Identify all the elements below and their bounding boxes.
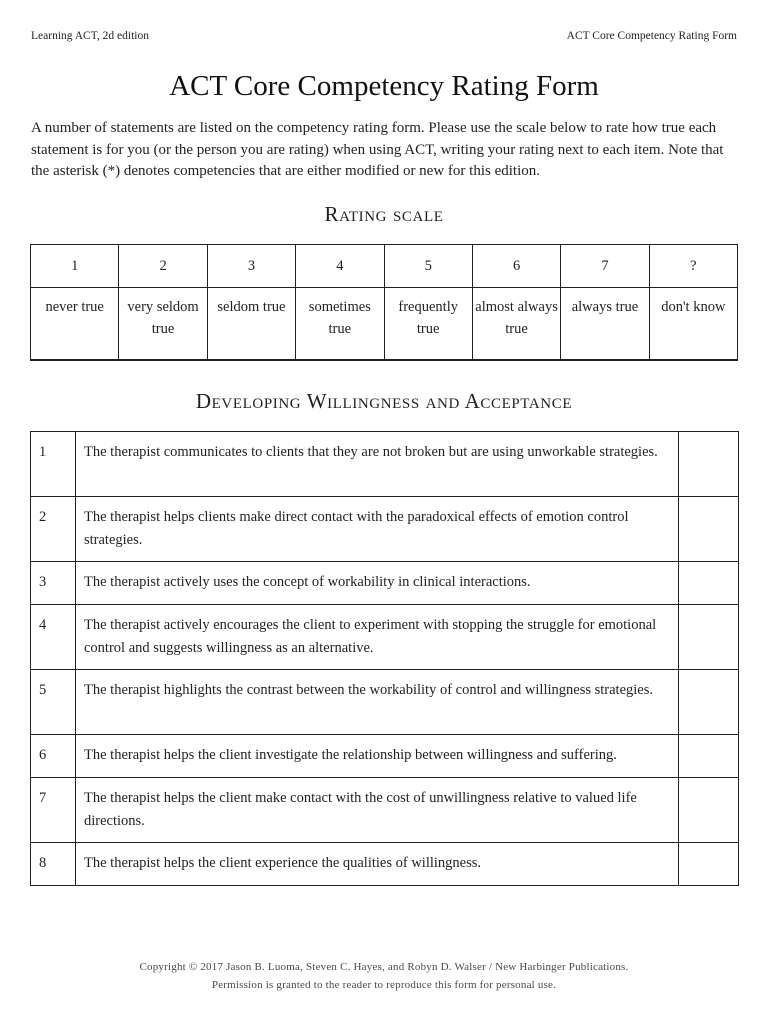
competency-row: [31, 735, 739, 778]
item-number: 7: [31, 778, 76, 843]
scale-value-5: 5: [384, 245, 472, 288]
rating-scale-heading: Rating scale: [324, 202, 444, 226]
item-statement: The therapist highlights the contrast between the workability of control and willingness strategies.: [76, 670, 679, 735]
item-statement: The therapist helps the client experience the qualities of willingness.: [76, 843, 679, 886]
scale-value-2: 2: [119, 245, 207, 288]
copyright-line: Copyright © 2017 Jason B. Luoma, Steven C. Hayes, and Robyn D. Walser / New Harbinger Publications.: [139, 961, 629, 973]
competency-row: [31, 562, 739, 605]
page-title: ACT Core Competency Rating Form: [169, 70, 599, 102]
competency-items-table: [30, 431, 739, 886]
scale-values-row: [31, 245, 738, 288]
item-rating-cell[interactable]: [679, 605, 739, 670]
item-rating-cell[interactable]: [679, 778, 739, 843]
item-statement: The therapist helps the client investigate the relationship between willingness and suffering.: [76, 735, 679, 778]
scale-value-3: 3: [207, 245, 295, 288]
item-rating-cell[interactable]: [679, 432, 739, 497]
copyright-footer: [0, 958, 768, 994]
item-statement: The therapist communicates to clients that they are not broken but are using unworkable strategies.: [76, 432, 679, 497]
item-statement: The therapist actively uses the concept of workability in clinical interactions.: [76, 562, 679, 605]
intro-paragraph: A number of statements are listed on the competency rating form. Please use the scale below to rate how true each statement is for you (or the person you are rating) when using ACT, writing your rating next to each item. Note that the asterisk (*) denotes competencies that are either modified or new for this edition.: [31, 120, 724, 179]
item-number: 2: [31, 497, 76, 562]
competency-row: [31, 432, 739, 497]
scale-value-unknown: ?: [649, 245, 737, 288]
scale-value-7: 7: [561, 245, 649, 288]
competency-row: [31, 497, 739, 562]
item-rating-cell[interactable]: [679, 735, 739, 778]
scale-label-4: sometimes true: [296, 288, 384, 361]
running-header: [31, 30, 737, 42]
competency-row: [31, 843, 739, 886]
item-number: 6: [31, 735, 76, 778]
item-statement: The therapist helps clients make direct contact with the paradoxical effects of emotion control strategies.: [76, 497, 679, 562]
scale-label-7: always true: [561, 288, 649, 361]
item-number: 1: [31, 432, 76, 497]
item-statement: The therapist helps the client make contact with the cost of unwillingness relative to valued life directions.: [76, 778, 679, 843]
scale-value-6: 6: [472, 245, 560, 288]
competency-row: [31, 670, 739, 735]
item-rating-cell[interactable]: [679, 562, 739, 605]
item-number: 3: [31, 562, 76, 605]
item-number: 8: [31, 843, 76, 886]
scale-labels-row: [31, 288, 738, 361]
competency-row: [31, 778, 739, 843]
permission-line: Permission is granted to the reader to reproduce this form for personal use.: [211, 979, 557, 991]
item-statement: The therapist actively encourages the client to experiment with stopping the struggle for emotional control and suggests willingness as an alternative.: [76, 605, 679, 670]
competency-row: [31, 605, 739, 670]
header-form-title: ACT Core Competency Rating Form: [566, 30, 737, 42]
rating-scale-table: [30, 244, 738, 361]
scale-label-2: very seldom true: [119, 288, 207, 361]
scale-label-1: never true: [31, 288, 119, 361]
section-heading: Developing Willingness and Acceptance: [195, 389, 573, 413]
item-number: 5: [31, 670, 76, 735]
item-rating-cell[interactable]: [679, 497, 739, 562]
scale-value-1: 1: [31, 245, 119, 288]
scale-label-6: almost always true: [472, 288, 560, 361]
scale-label-3: seldom true: [207, 288, 295, 361]
scale-label-5: frequently true: [384, 288, 472, 361]
item-rating-cell[interactable]: [679, 670, 739, 735]
scale-value-4: 4: [296, 245, 384, 288]
item-rating-cell[interactable]: [679, 843, 739, 886]
scale-label-unknown: don't know: [649, 288, 737, 361]
item-number: 4: [31, 605, 76, 670]
header-book-title: Learning ACT, 2d edition: [31, 30, 149, 42]
